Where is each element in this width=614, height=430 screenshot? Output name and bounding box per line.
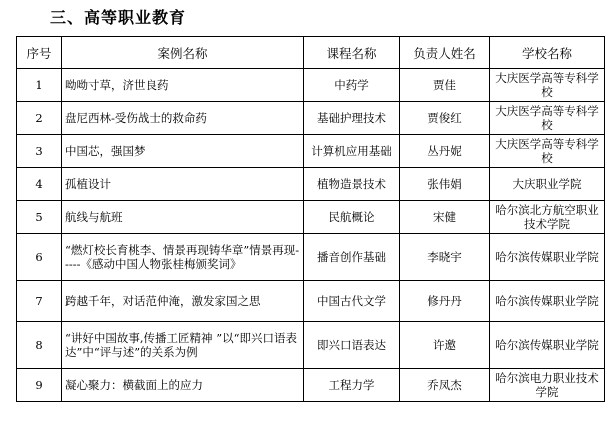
cell-course: 基础护理技术 [304, 102, 400, 135]
section-title: 三、高等职业教育 [50, 8, 187, 27]
cell-course: 播音创作基础 [304, 234, 400, 281]
cell-no: 3 [17, 135, 62, 168]
cell-person: 李晓宇 [400, 234, 490, 281]
cell-no: 1 [17, 69, 62, 102]
cell-no: 4 [17, 168, 62, 201]
cell-person: 贾佳 [400, 69, 490, 102]
table-row [17, 281, 605, 322]
cell-no: 8 [17, 322, 62, 369]
cell-person: 宋健 [400, 201, 490, 234]
table-row [17, 168, 605, 201]
table-row [17, 369, 605, 402]
table-row [17, 102, 605, 135]
cell-case: “燃灯校长育桃李、情景再现铸华章”情景再现-----《感动中国人物张桂梅颁奖词》 [62, 234, 304, 281]
cell-no: 7 [17, 281, 62, 322]
cell-case: 孤植设计 [62, 168, 304, 201]
cell-case: 跨越千年，对话范仲淹，激发家国之思 [62, 281, 304, 322]
cell-person: 张伟娟 [400, 168, 490, 201]
cell-case: 凝心聚力：横截面上的应力 [62, 369, 304, 402]
table-header-row [17, 37, 605, 69]
table-row [17, 322, 605, 369]
cell-course: 中药学 [304, 69, 400, 102]
column-header-school: 学校名称 [490, 37, 605, 69]
cell-case: 呦呦寸草，济世良药 [62, 69, 304, 102]
cell-school: 大庆医学高等专科学校 [490, 102, 605, 135]
cell-school: 哈尔滨北方航空职业技术学院 [490, 201, 605, 234]
cell-case: 中国芯，强国梦 [62, 135, 304, 168]
cell-course: 植物造景技术 [304, 168, 400, 201]
cell-school: 大庆医学高等专科学校 [490, 135, 605, 168]
cell-school: 大庆医学高等专科学校 [490, 69, 605, 102]
cell-person: 贾俊红 [400, 102, 490, 135]
cell-school: 哈尔滨传媒职业学院 [490, 322, 605, 369]
cell-school: 哈尔滨传媒职业学院 [490, 281, 605, 322]
cell-case: 航线与航班 [62, 201, 304, 234]
cell-person: 乔凤杰 [400, 369, 490, 402]
cell-no: 6 [17, 234, 62, 281]
column-header-no: 序号 [17, 37, 62, 69]
case-table [16, 36, 605, 402]
cell-no: 5 [17, 201, 62, 234]
cell-course: 民航概论 [304, 201, 400, 234]
cell-course: 计算机应用基础 [304, 135, 400, 168]
cell-school: 哈尔滨电力职业技术学院 [490, 369, 605, 402]
cell-course: 即兴口语表达 [304, 322, 400, 369]
cell-no: 2 [17, 102, 62, 135]
column-header-case: 案例名称 [62, 37, 304, 69]
cell-person: 许邀 [400, 322, 490, 369]
table-row [17, 135, 605, 168]
column-header-course: 课程名称 [304, 37, 400, 69]
table-row [17, 69, 605, 102]
column-header-person: 负责人姓名 [400, 37, 490, 69]
cell-case: “讲好中国故事,传播工匠精神 ”以“即兴口语表达”中“评与述”的关系为例 [62, 322, 304, 369]
table-row [17, 201, 605, 234]
cell-school: 哈尔滨传媒职业学院 [490, 234, 605, 281]
table-row [17, 234, 605, 281]
cell-school: 大庆职业学院 [490, 168, 605, 201]
cell-person: 修丹丹 [400, 281, 490, 322]
cell-person: 丛丹妮 [400, 135, 490, 168]
cell-no: 9 [17, 369, 62, 402]
cell-course: 工程力学 [304, 369, 400, 402]
cell-course: 中国古代文学 [304, 281, 400, 322]
cell-case: 盘尼西林-受伤战士的救命药 [62, 102, 304, 135]
